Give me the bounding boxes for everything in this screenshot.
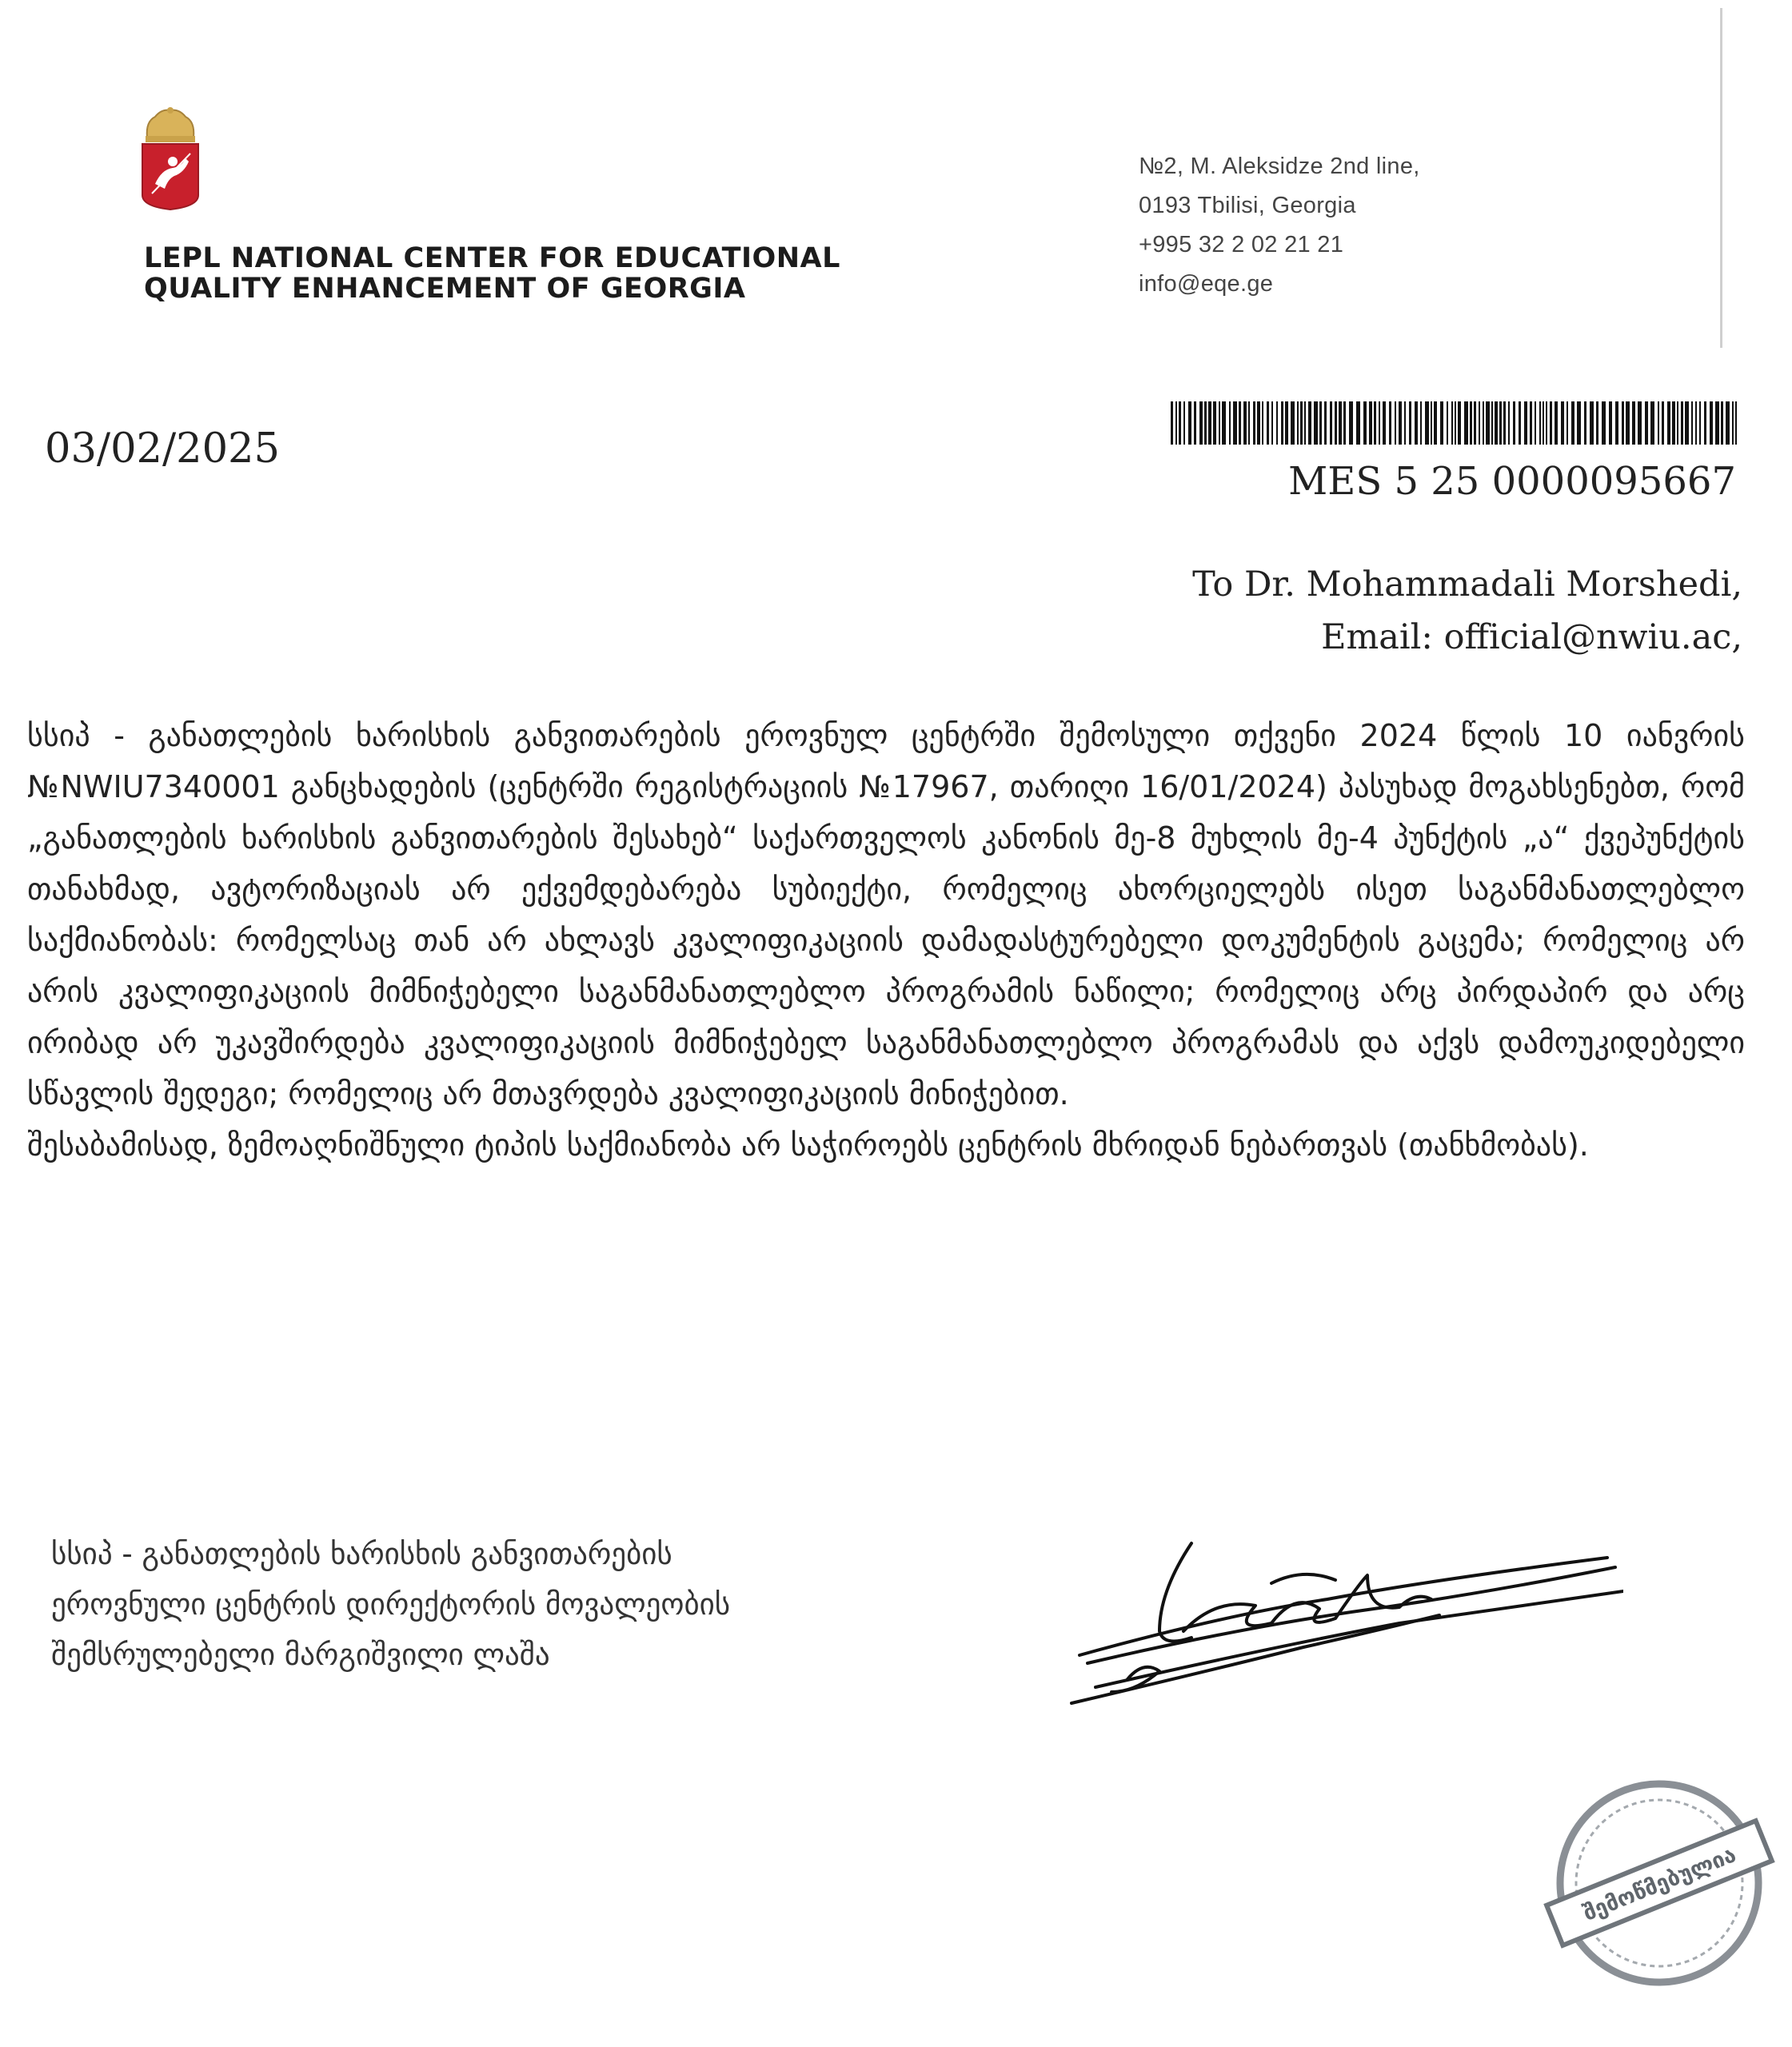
- barcode-bar: [1609, 401, 1612, 445]
- barcode-bar: [1672, 401, 1675, 445]
- barcode-bar: [1519, 401, 1521, 445]
- barcode-bar: [1550, 401, 1552, 445]
- barcode-bar: [1171, 401, 1173, 445]
- barcode-bar: [1188, 401, 1191, 445]
- georgia-coat-of-arms-icon: [138, 106, 203, 211]
- signatory-block: [51, 1529, 1011, 1680]
- barcode-bar: [1222, 401, 1226, 445]
- barcode-bar: [1440, 401, 1443, 445]
- body-paragraph: შესაბამისად, ზემოაღნიშნული ტიპის საქმიანობა არ საჭიროებს ცენტრის მხრიდან ნებართვას (თანხმობას).: [27, 1127, 1589, 1163]
- barcode-bar: [1356, 401, 1360, 445]
- barcode-bar: [1710, 401, 1713, 445]
- barcode-bar: [1567, 401, 1568, 445]
- barcode-bar: [1615, 401, 1618, 445]
- barcode-bar: [1267, 401, 1269, 445]
- barcode-bar: [1732, 401, 1734, 445]
- barcode-bar: [1219, 401, 1220, 445]
- barcode-bar: [1626, 401, 1630, 445]
- barcode-bar: [1662, 401, 1664, 445]
- barcode-bar: [1539, 401, 1541, 445]
- barcode-bar: [1561, 401, 1564, 445]
- barcode-bar: [1695, 401, 1697, 445]
- barcode-bar: [1271, 401, 1273, 445]
- barcode-bar: [1213, 401, 1216, 445]
- signatory-line: ეროვნული ცენტრის დირექტორის მოვალეობის: [51, 1587, 731, 1622]
- barcode-bar: [1363, 401, 1367, 445]
- barcode-bar: [1735, 401, 1737, 445]
- barcode-bar: [1404, 401, 1406, 445]
- barcode-bar: [1530, 401, 1532, 445]
- barcode-bar: [1300, 401, 1303, 445]
- barcode-bar: [1455, 401, 1456, 445]
- registration-number: MES 5 25 0000095667: [1288, 459, 1736, 504]
- barcode-bar: [1535, 401, 1536, 445]
- barcode-bar: [1650, 401, 1654, 445]
- organization-name: [144, 243, 848, 304]
- barcode-bar: [1208, 401, 1211, 445]
- barcode-bar: [1691, 401, 1693, 445]
- barcode-bar: [1699, 401, 1701, 445]
- barcode-bar: [1343, 401, 1346, 445]
- barcode-bar: [1281, 401, 1283, 445]
- barcode-bar: [1602, 401, 1606, 445]
- barcode-bar: [1685, 401, 1689, 445]
- barcode-bar: [1369, 401, 1372, 445]
- barcode-bar: [1285, 401, 1288, 445]
- barcode-bar: [1479, 401, 1480, 445]
- barcode-bar: [1546, 401, 1547, 445]
- barcode-bar: [1658, 401, 1659, 445]
- addressee-block: [1192, 558, 1742, 664]
- barcode-bar: [1204, 401, 1207, 445]
- barcode-bar: [1622, 401, 1624, 445]
- barcode-bar: [1726, 401, 1730, 445]
- contact-city: 0193 Tbilisi, Georgia: [1139, 193, 1356, 218]
- barcode-bar: [1431, 401, 1432, 445]
- barcode-bar: [1425, 401, 1429, 445]
- organization-name-line: QUALITY ENHANCEMENT OF GEORGIA: [144, 273, 746, 305]
- document-date: 03/02/2025: [45, 425, 280, 473]
- barcode-bar: [1513, 401, 1515, 445]
- organization-name-line: LEPL NATIONAL CENTER FOR EDUCATIONAL: [144, 242, 840, 274]
- barcode-bar: [1229, 401, 1231, 445]
- barcode-bar: [1681, 401, 1683, 445]
- barcode-bar: [1199, 401, 1203, 445]
- barcode-bar: [1239, 401, 1241, 445]
- barcode-bar: [1677, 401, 1678, 445]
- barcode-bar: [1571, 401, 1574, 445]
- signatory-line: სსიპ - განათლების ხარისხის განვითარების: [51, 1537, 672, 1571]
- barcode-bar: [1543, 401, 1544, 445]
- barcode-bar: [1415, 401, 1418, 445]
- barcode-bar: [1577, 401, 1581, 445]
- barcode-bar: [1645, 401, 1648, 445]
- barcode-bar: [1349, 401, 1353, 445]
- contact-phone: +995 32 2 02 21 21: [1139, 232, 1344, 257]
- letter-body: [27, 710, 1745, 1171]
- barcode-bar: [1715, 401, 1719, 445]
- barcode-bar: [1248, 401, 1250, 445]
- barcode-bar: [1451, 401, 1453, 445]
- barcode-bar: [1308, 401, 1311, 445]
- barcode-bar: [1257, 401, 1260, 445]
- barcode-bar: [1243, 401, 1247, 445]
- header-divider: [1720, 8, 1722, 348]
- barcode-bar: [1447, 401, 1448, 445]
- barcode-bar: [1420, 401, 1422, 445]
- barcode-bar: [1179, 401, 1181, 445]
- barcode-bar: [1233, 401, 1237, 445]
- barcode-bar: [1555, 401, 1558, 445]
- barcode: [1171, 401, 1737, 445]
- signatory-line: შემსრულებელი მარგიშვილი ლაშა: [51, 1638, 550, 1672]
- barcode-bar: [1183, 401, 1185, 445]
- barcode-bar: [1503, 401, 1506, 445]
- barcode-bar: [1335, 401, 1337, 445]
- barcode-bar: [1584, 401, 1586, 445]
- barcode-bar: [1638, 401, 1642, 445]
- addressee-name: To Dr. Mohammadali Morshedi,: [1192, 565, 1742, 605]
- barcode-bar: [1483, 401, 1484, 445]
- barcode-bar: [1464, 401, 1468, 445]
- barcode-bar: [1458, 401, 1461, 445]
- barcode-bar: [1474, 401, 1476, 445]
- barcode-bar: [1470, 401, 1472, 445]
- barcode-bar: [1486, 401, 1490, 445]
- barcode-bar: [1330, 401, 1332, 445]
- barcode-bar: [1276, 401, 1278, 445]
- barcode-bar: [1262, 401, 1263, 445]
- barcode-bar: [1291, 401, 1295, 445]
- verification-stamp: [1543, 1767, 1775, 1999]
- barcode-bar: [1704, 401, 1706, 445]
- barcode-bar: [1339, 401, 1342, 445]
- barcode-bar: [1175, 401, 1177, 445]
- barcode-bar: [1194, 401, 1196, 445]
- barcode-bar: [1395, 401, 1396, 445]
- barcode-bar: [1632, 401, 1635, 445]
- barcode-bar: [1297, 401, 1299, 445]
- barcode-bar: [1434, 401, 1437, 445]
- barcode-bar: [1399, 401, 1402, 445]
- barcode-bar: [1590, 401, 1594, 445]
- barcode-bar: [1383, 401, 1386, 445]
- addressee-email: Email: official@nwiu.ac,: [1321, 617, 1742, 657]
- barcode-bar: [1508, 401, 1510, 445]
- barcode-bar: [1495, 401, 1498, 445]
- stamp-text: შემოწმებულია: [1579, 1842, 1740, 1926]
- contact-address: №2, M. Aleksidze 2nd line,: [1139, 154, 1420, 179]
- contact-email: info@eqe.ge: [1139, 271, 1274, 297]
- body-paragraph: სსიპ - განათლების ხარისხის განვითარების ეროვნულ ცენტრში შემოსული თქვენი 2024 წლის 10 იანვრის №NWIU7340001 განცხადების (ცენტრში რეგისტრაციის №17967, თარიღი 16/01/2024) პასუხად მოგახსენებთ, რომ „განათლების ხარისხის განვითარების შესახებ“ საქართველოს კანონის მე-8 მუხლის მე-4 პუნქტის „ა“ ქვეპუნქტის თანახმად, ავტორიზაციას არ ექვემდებარება სუბიექტი, რომელიც ახორციელებს ისეთ საგანმანათლებლო საქმიანობას: რომელსაც თან არ ახლავს კვალიფიკაციის დამადასტურებელი დოკუმენტის გაცემა; რომელიც არ არის კვალიფიკაციის მიმნიჭებელი საგანმანათლებლო პროგრამის ნაწილი; რომელიც არც პირდაპირ და არც ირიბად არ უკავშირდება კვალიფიკაციის მიმნიჭებელ საგანმანათლებლო პროგრამას და აქვს დამოუკიდებელი სწავლის შედეგი; რომელიც არ მთავრდება კვალიფიკაციის მინიჭებით.: [27, 718, 1745, 1111]
- barcode-bar: [1374, 401, 1376, 445]
- barcode-bar: [1596, 401, 1598, 445]
- barcode-bar: [1524, 401, 1527, 445]
- barcode-bar: [1499, 401, 1502, 445]
- barcode-bar: [1314, 401, 1318, 445]
- barcode-bar: [1379, 401, 1380, 445]
- contact-block: [1139, 147, 1555, 304]
- barcode-bar: [1721, 401, 1723, 445]
- barcode-bar: [1324, 401, 1327, 445]
- barcode-bar: [1253, 401, 1255, 445]
- barcode-bar: [1319, 401, 1322, 445]
- barcode-bar: [1667, 401, 1670, 445]
- barcode-bar: [1389, 401, 1391, 445]
- handwritten-signature: [1064, 1535, 1623, 1727]
- barcode-bar: [1491, 401, 1493, 445]
- barcode-bar: [1304, 401, 1306, 445]
- barcode-bar: [1409, 401, 1411, 445]
